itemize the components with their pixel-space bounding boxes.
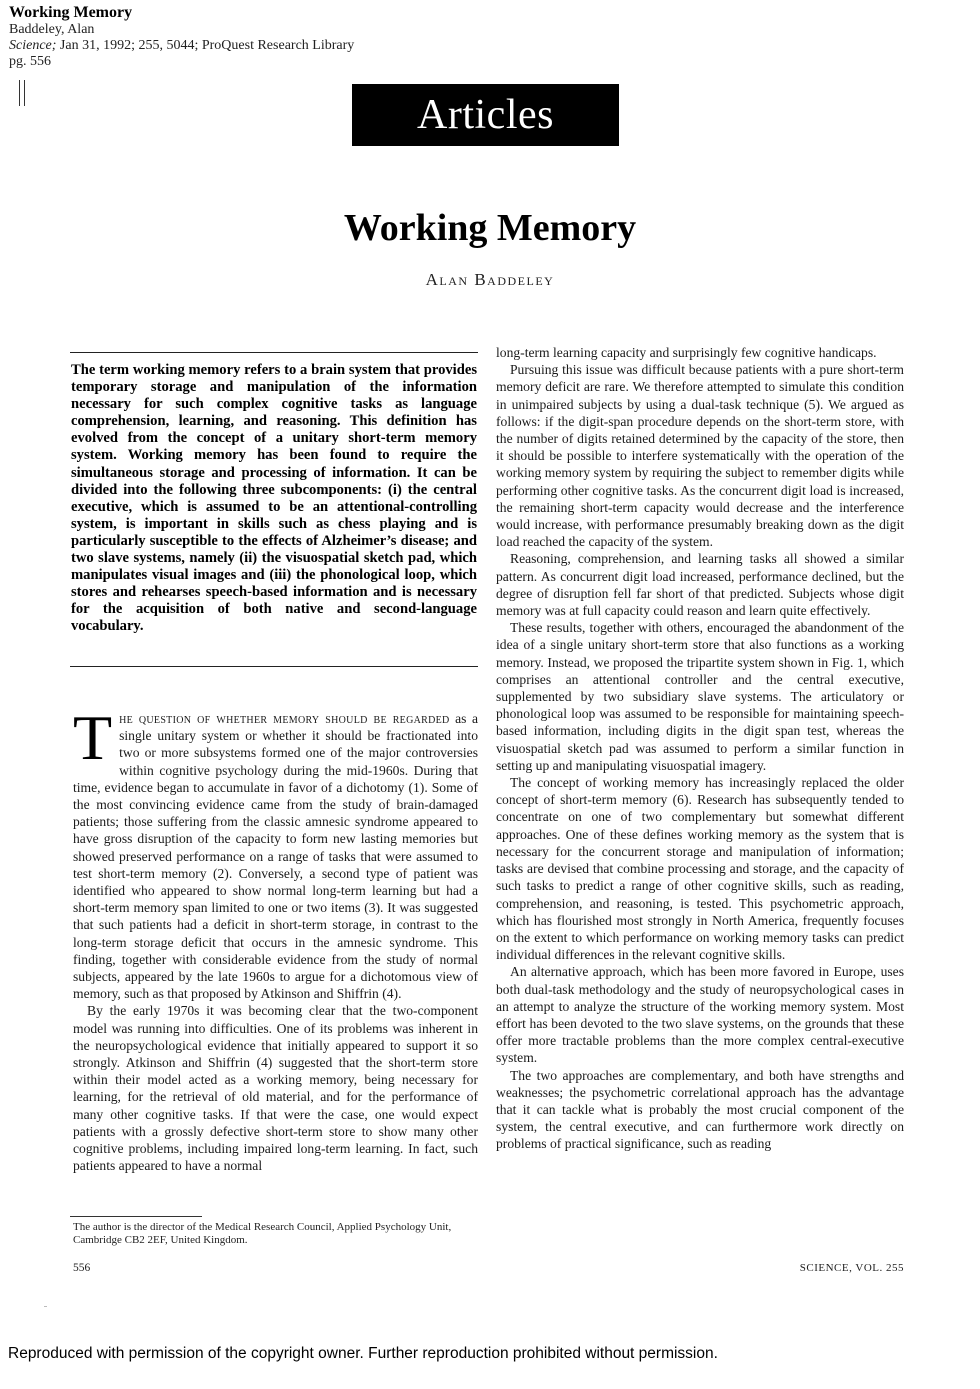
- abstract: The term working memory refers to a brain system that provides temporary storage and manipulation of the information necessary for such complex cognitive tasks as language comprehension, learning, and reasoning. This definition has evolved from the concept of a unitary short-term memory system. Working memory has been found to require the simultaneous storage and processing of information. It can be divided into the following three subcomponents: (i) the central executive, which is assumed to be an attentional-controlling system, is important in skills such as chess playing and is particularly susceptible to the effects of Alzheimer’s disease; and two slave systems, namely (ii) the visuospatial sketch pad, which manipulates visual images and (iii) the phonological loop, which stores and rehearses speech-based information and is necessary for the acquisition of both native and second-language vocabulary.: [71, 362, 477, 635]
- body-paragraph: The concept of working memory has increasingly replaced the older concept of short-term memory (6). Research has subsequently tended to concentrate on one of two complementary but somewhat different approaches. One of these defines working memory as the system that is necessary for the concurrent storage and manipulation of information; tasks are devised that combine processing and storage, and the capacity of such tasks to predict a range of other cognitive skills, such as reading, comprehension, and reasoning, is tested. This psychometric approach, which has flourished most strongly in North America, frequently focuses on the extent to which performance on working memory tasks can predict individual differences in the relevant cognitive skills.: [496, 775, 904, 963]
- author-footnote: The author is the director of the Medical Research Council, Applied Psychology Unit, Cambridge CB2 2EF, United Kingdom.: [73, 1221, 452, 1246]
- footnote-rule: [70, 1216, 202, 1217]
- lead-text: as a single unitary system or whether it should be fractionated into two or more subsystems formed one of the major controversies within cognitive psychology during the mid-1960s. During that time, evidence began to accumulate in favor of a dichotomy (1). Some of the most convincing evidence came from the study of brain-damaged patients; those suffering from the classic amnesic syndrome appeared to have gross disruption of the capacity to form new lasting memories but showed preserved performance on a range of tasks that were assumed to test short-term memory (2). Conversely, a second type of patient was identified who appeared to show normal long-term learning but had a short-term memory span limited to one or two items (3). It was suggested that such patients had a deficit in short-term storage, in contrast to the long-term storage deficit that occurs in the amnesic syndrome. This finding, together with considerable evidence from the study of normal subjects, appeared by the late 1960s to argue for a dichotomous view of memory, such as that proposed by Atkinson and Shiffrin (4).: [73, 711, 478, 1002]
- section-banner: Articles: [352, 84, 619, 146]
- body-paragraph: Pursuing this issue was difficult because patients with a pure short-term memory deficit are rare. We therefore attempted to simulate this condition in unimpaired subjects by using a dual-task technique (5). We argued as follows: if the digit-span procedure depends on the short-term store, with the number of digits retained determined by the capacity of the store, then it should be possible to interfere systematically with the operation of the working memory system by requiring the subject to remember digits while performing other cognitive tasks. As the concurrent digit load is increased, the remaining short-term capacity would decrease and the interference would increase, with performance presumably breaking down as the digit load reached the capacity of the system.: [496, 362, 904, 550]
- lead-paragraph: [73, 702, 478, 1002]
- page-number: 556: [73, 1262, 91, 1274]
- body-right-column: [496, 344, 904, 1153]
- article-title: Working Memory: [343, 207, 637, 249]
- scan-speck: [44, 1306, 47, 1307]
- continued-paragraph: long-term learning capacity and surprisingly few cognitive handicaps.: [496, 345, 877, 360]
- body-left-column: [73, 702, 478, 1174]
- drop-cap: T: [73, 702, 113, 773]
- body-paragraph: By the early 1970s it was becoming clear that the two-component model was running into difficulties. One of its problems was inherent in the neuropsychological evidence that initially appeared to support it so strongly. Atkinson and Shiffrin (4) suggested that the short-term store within their model acted as a working memory, being necessary for learning, for the retrieval of old material, and for the performance of many other cognitive tasks. If that were the case, one would expect patients with a grossly defective short-term store to show many other cognitive problems, including impaired long-term learning. In fact, such patients appeared to have a normal: [73, 1003, 478, 1174]
- body-paragraph: Reasoning, comprehension, and learning tasks all showed a similar pattern. As concurrent digit load increased, performance declined, but the degree of disruption fell far short of that predicted. Subjects whose digit memory was at full capacity could reason and learn quite effectively.: [496, 551, 904, 619]
- citation-source: [9, 38, 354, 54]
- citation-author: Baddeley, Alan: [9, 22, 95, 37]
- lead-smallcaps: he question of whether memory should be regarded: [119, 711, 450, 726]
- abstract-top-rule: [70, 352, 478, 353]
- article-author: Alan Baddeley: [425, 270, 555, 289]
- body-paragraph: The two approaches are complementary, and both have strengths and weaknesses; the psychometric correlational approach has the advantage that it can tackle what is probably the most crucial component of the system, the central executive, and can furthermore work directly on problems of practical significance, such as reading: [496, 1067, 904, 1152]
- citation-journal: Science;: [9, 38, 57, 53]
- running-head: SCIENCE, VOL. 255: [799, 1262, 904, 1274]
- citation-details: Jan 31, 1992; 255, 5044; ProQuest Research Library: [56, 38, 355, 53]
- body-paragraph: An alternative approach, which has been more favored in Europe, uses both dual-task methodology and the study of neuropsychological cases in an attempt to analyze the structure of the working memory system. Most effort has been devoted to the two slave systems, on the grounds that these offer more tractable problems than the more complex central-executive system.: [496, 964, 904, 1066]
- abstract-bottom-rule: [70, 666, 478, 667]
- citation-header: [9, 4, 354, 70]
- citation-page: pg. 556: [9, 54, 51, 69]
- permission-notice: Reproduced with permission of the copyright owner. Further reproduction prohibited without permission.: [8, 1345, 718, 1362]
- margin-mark: [19, 80, 25, 106]
- body-paragraph: These results, together with others, encouraged the abandonment of the idea of a single unitary short-term store that also functions as a working memory. Instead, we proposed the tripartite system shown in Fig. 1, which comprises an attentional controller and the central executive, supplemented by two subsidiary slave systems. The articulatory or phonological loop was assumed to be responsible for maintaining speech-based information, including digits in the digit span test, whereas the visuospatial sketch pad was assumed to perform a similar function in setting up and manipulating visuospatial imagery.: [496, 620, 904, 773]
- citation-title: Working Memory: [9, 4, 133, 21]
